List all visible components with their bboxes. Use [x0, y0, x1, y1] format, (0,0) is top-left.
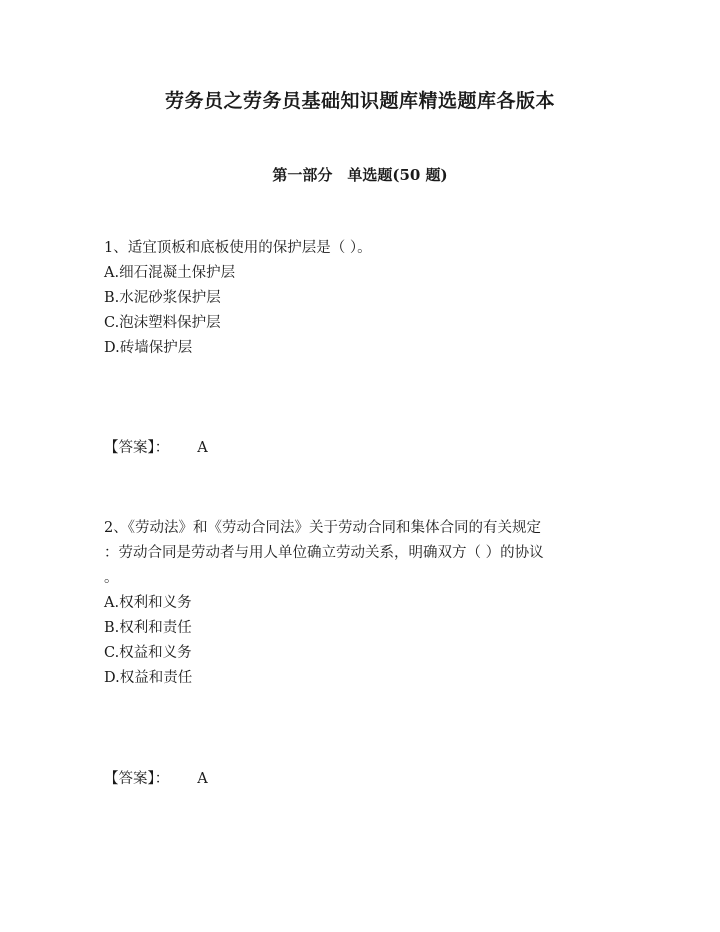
question-1-answer-label: 【答案】：	[104, 440, 170, 456]
question-2-option-b: B.权利和责任	[104, 620, 192, 636]
question-2	[104, 516, 624, 691]
question-1	[104, 236, 624, 361]
question-2-option-d: D.权益和责任	[104, 670, 193, 686]
question-2-option-a: A.权利和义务	[104, 595, 192, 611]
question-2-stem-line-3: 。	[104, 570, 119, 586]
question-2-answer-value: A	[197, 771, 208, 787]
question-1-stem: 1、适宜顶板和底板使用的保护层是（ ）。	[104, 240, 372, 256]
question-2-stem-line-2: ：劳动合同是劳动者与用人单位确立劳动关系，明确双方（ ）的协议	[104, 545, 544, 561]
question-2-answer	[104, 767, 208, 788]
question-1-option-c: C.泡沫塑料保护层	[104, 315, 221, 331]
question-2-option-c: C.权益和义务	[104, 645, 192, 661]
question-1-answer	[104, 436, 208, 457]
question-1-answer-value: A	[197, 440, 208, 456]
document-title: 劳务员之劳务员基础知识题库精选题库各版本	[164, 90, 555, 112]
question-2-stem-line-1: 2、《劳动法》和《劳动合同法》关于劳动合同和集体合同的有关规定	[104, 520, 541, 536]
question-1-option-d: D.砖墙保护层	[104, 340, 193, 356]
question-1-option-b: B.水泥砂浆保护层	[104, 290, 221, 306]
section-title: 第一部分 单选题(50 题)	[272, 166, 448, 184]
question-1-option-a: A.细石混凝土保护层	[104, 265, 236, 281]
question-2-answer-label: 【答案】：	[104, 771, 170, 787]
